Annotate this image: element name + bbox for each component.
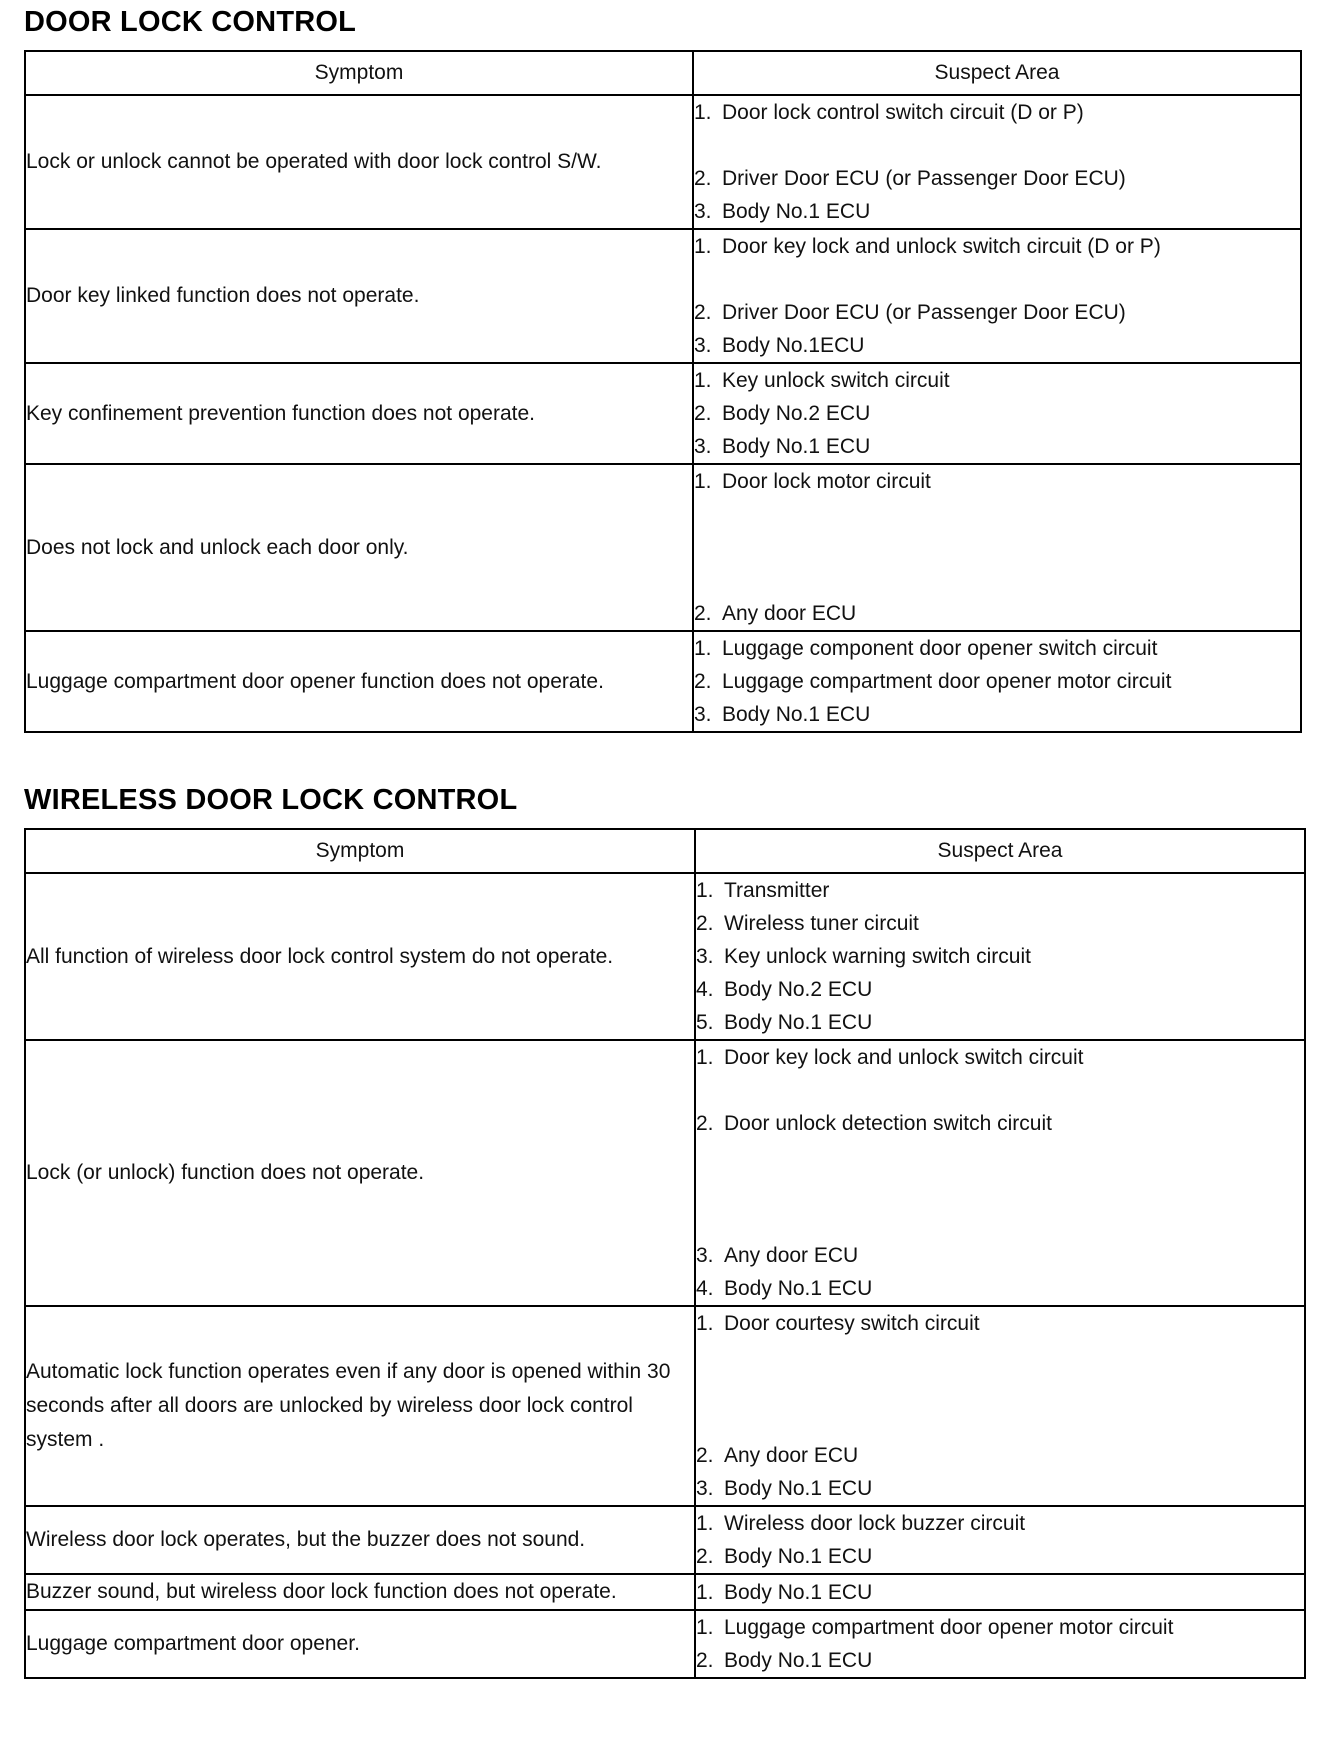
item-number: 1. (696, 1312, 714, 1335)
symptom-cell: Luggage compartment door opener function does not operate. (25, 631, 693, 732)
suspect-item (696, 1272, 1304, 1305)
item-text: Driver Door ECU (or Passenger Door ECU) (722, 167, 1126, 190)
item-number: 3. (696, 1477, 714, 1500)
table-row (25, 1306, 1305, 1506)
item-number: 4. (696, 978, 714, 1001)
suspect-item (696, 1239, 1304, 1272)
suspect-item (696, 940, 1304, 973)
item-text: Any door ECU (722, 602, 857, 625)
door-lock-control-table (24, 50, 1302, 733)
item-text: Door unlock detection switch circuit (724, 1112, 1052, 1135)
suspect-item (694, 195, 1300, 228)
item-text: Body No.1 ECU (724, 1277, 873, 1300)
blank-line (694, 129, 1300, 162)
item-text: Body No.1 ECU (722, 703, 871, 726)
item-number: 3. (694, 334, 712, 357)
suspect-area-cell (695, 1506, 1305, 1574)
item-text: Body No.1 ECU (724, 1011, 873, 1034)
suspect-item (694, 465, 1300, 498)
suspect-item (694, 597, 1300, 630)
symptom-cell: Automatic lock function operates even if any door is opened within 30 seconds after all doors are unlocked by wireless door lock control system . (25, 1306, 695, 1506)
item-text: Wireless tuner circuit (724, 912, 919, 935)
table-row (25, 1040, 1305, 1306)
item-number: 3. (694, 703, 712, 726)
suspect-item (696, 1006, 1304, 1039)
suspect-area-cell (695, 1040, 1305, 1306)
item-number: 2. (694, 402, 712, 425)
item-text: Key unlock switch circuit (722, 369, 950, 392)
item-number: 4. (696, 1277, 714, 1300)
suspect-item (696, 1472, 1304, 1505)
suspect-area-cell (695, 1610, 1305, 1678)
symptom-cell: Wireless door lock operates, but the buzzer does not sound. (25, 1506, 695, 1574)
item-number: 1. (696, 1616, 714, 1639)
item-number: 2. (694, 670, 712, 693)
item-text: Body No.2 ECU (724, 978, 873, 1001)
symptom-cell: Lock or unlock cannot be operated with door lock control S/W. (25, 95, 693, 229)
suspect-area-cell (693, 229, 1301, 363)
suspect-item (694, 329, 1300, 362)
suspect-item (694, 96, 1300, 129)
blank-line (694, 263, 1300, 296)
suspect-area-cell (695, 1574, 1305, 1610)
item-number: 2. (696, 1444, 714, 1467)
item-text: Body No.1 ECU (722, 435, 871, 458)
item-number: 1. (694, 637, 712, 660)
table-header-row (25, 829, 1305, 873)
section-title-door-lock-control: DOOR LOCK CONTROL (24, 6, 357, 38)
item-text: Body No.2 ECU (722, 402, 871, 425)
suspect-item (696, 907, 1304, 940)
item-number: 2. (696, 1112, 714, 1135)
suspect-item (694, 698, 1300, 731)
item-number: 1. (694, 369, 712, 392)
table-row (25, 1506, 1305, 1574)
item-text: Key unlock warning switch circuit (724, 945, 1031, 968)
suspect-area-cell (693, 464, 1301, 631)
item-text: Any door ECU (724, 1444, 859, 1467)
item-number: 1. (696, 1046, 714, 1069)
suspect-item (694, 430, 1300, 463)
suspect-item (694, 397, 1300, 430)
symptom-header: Symptom (25, 51, 693, 95)
item-number: 2. (696, 912, 714, 935)
suspect-item (696, 1439, 1304, 1472)
item-text: Body No.1ECU (722, 334, 865, 357)
table-row (25, 363, 1301, 464)
suspect-area-header: Suspect Area (693, 51, 1301, 95)
blank-line (694, 498, 1300, 531)
item-text: Door courtesy switch circuit (724, 1312, 980, 1335)
symptom-header: Symptom (25, 829, 695, 873)
suspect-item (696, 874, 1304, 907)
suspect-item (696, 973, 1304, 1006)
suspect-item (694, 665, 1300, 698)
suspect-area-header: Suspect Area (695, 829, 1305, 873)
item-text: Driver Door ECU (or Passenger Door ECU) (722, 301, 1126, 324)
suspect-item (696, 1507, 1304, 1540)
blank-line (694, 564, 1300, 597)
item-number: 2. (694, 301, 712, 324)
suspect-area-cell (693, 363, 1301, 464)
suspect-item (696, 1041, 1304, 1074)
item-text: Body No.1 ECU (724, 1477, 873, 1500)
table-header-row (25, 51, 1301, 95)
table-row (25, 229, 1301, 363)
section-title-wireless-door-lock-control: WIRELESS DOOR LOCK CONTROL (24, 784, 518, 816)
symptom-cell: Lock (or unlock) function does not operate. (25, 1040, 695, 1306)
suspect-area-cell (695, 873, 1305, 1040)
blank-line (694, 531, 1300, 564)
item-number: 2. (694, 167, 712, 190)
item-text: Body No.1 ECU (724, 1649, 873, 1672)
blank-line (696, 1340, 1304, 1373)
table-row (25, 631, 1301, 732)
item-text: Wireless door lock buzzer circuit (724, 1512, 1026, 1535)
symptom-cell: Key confinement prevention function does not operate. (25, 363, 693, 464)
suspect-item (696, 1611, 1304, 1644)
item-text: Luggage component door opener switch circuit (722, 637, 1158, 660)
item-text: Luggage compartment door opener motor circuit (724, 1616, 1174, 1639)
item-text: Door lock motor circuit (722, 470, 931, 493)
suspect-item (694, 632, 1300, 665)
suspect-item (696, 1307, 1304, 1340)
item-text: Luggage compartment door opener motor circuit (722, 670, 1172, 693)
item-number: 1. (694, 101, 712, 124)
blank-line (696, 1074, 1304, 1107)
suspect-item (694, 364, 1300, 397)
item-number: 3. (696, 945, 714, 968)
item-number: 1. (696, 1512, 714, 1535)
blank-line (696, 1406, 1304, 1439)
item-text: Door lock control switch circuit (D or P) (722, 101, 1084, 124)
suspect-item (694, 230, 1300, 263)
item-number: 1. (696, 879, 714, 902)
item-text: Transmitter (724, 879, 830, 902)
table-row (25, 1610, 1305, 1678)
item-text: Door key lock and unlock switch circuit (724, 1046, 1084, 1069)
symptom-cell: Does not lock and unlock each door only. (25, 464, 693, 631)
suspect-item (694, 296, 1300, 329)
item-number: 3. (694, 435, 712, 458)
item-number: 3. (694, 200, 712, 223)
suspect-item (696, 1644, 1304, 1677)
table-row (25, 95, 1301, 229)
suspect-item (696, 1576, 1304, 1609)
suspect-area-cell (695, 1306, 1305, 1506)
item-text: Body No.1 ECU (722, 200, 871, 223)
blank-line (696, 1373, 1304, 1406)
item-number: 5. (696, 1011, 714, 1034)
blank-line (696, 1140, 1304, 1173)
item-text: Any door ECU (724, 1244, 859, 1267)
item-number: 1. (694, 470, 712, 493)
item-number: 2. (694, 602, 712, 625)
suspect-item (696, 1540, 1304, 1573)
table-row (25, 464, 1301, 631)
wireless-door-lock-control-table (24, 828, 1306, 1679)
table-row (25, 1574, 1305, 1610)
item-number: 1. (694, 235, 712, 258)
symptom-cell: All function of wireless door lock control system do not operate. (25, 873, 695, 1040)
item-text: Body No.1 ECU (724, 1545, 873, 1568)
suspect-item (694, 162, 1300, 195)
blank-line (696, 1173, 1304, 1206)
item-number: 2. (696, 1649, 714, 1672)
suspect-item (696, 1107, 1304, 1140)
table-row (25, 873, 1305, 1040)
item-number: 3. (696, 1244, 714, 1267)
item-text: Body No.1 ECU (724, 1580, 873, 1604)
item-number: 1. (696, 1580, 714, 1604)
symptom-cell: Door key linked function does not operate. (25, 229, 693, 363)
item-text: Door key lock and unlock switch circuit (D or P) (722, 235, 1161, 258)
suspect-area-cell (693, 95, 1301, 229)
blank-line (696, 1206, 1304, 1239)
item-number: 2. (696, 1545, 714, 1568)
symptom-cell: Luggage compartment door opener. (25, 1610, 695, 1678)
suspect-area-cell (693, 631, 1301, 732)
symptom-cell: Buzzer sound, but wireless door lock function does not operate. (25, 1574, 695, 1610)
